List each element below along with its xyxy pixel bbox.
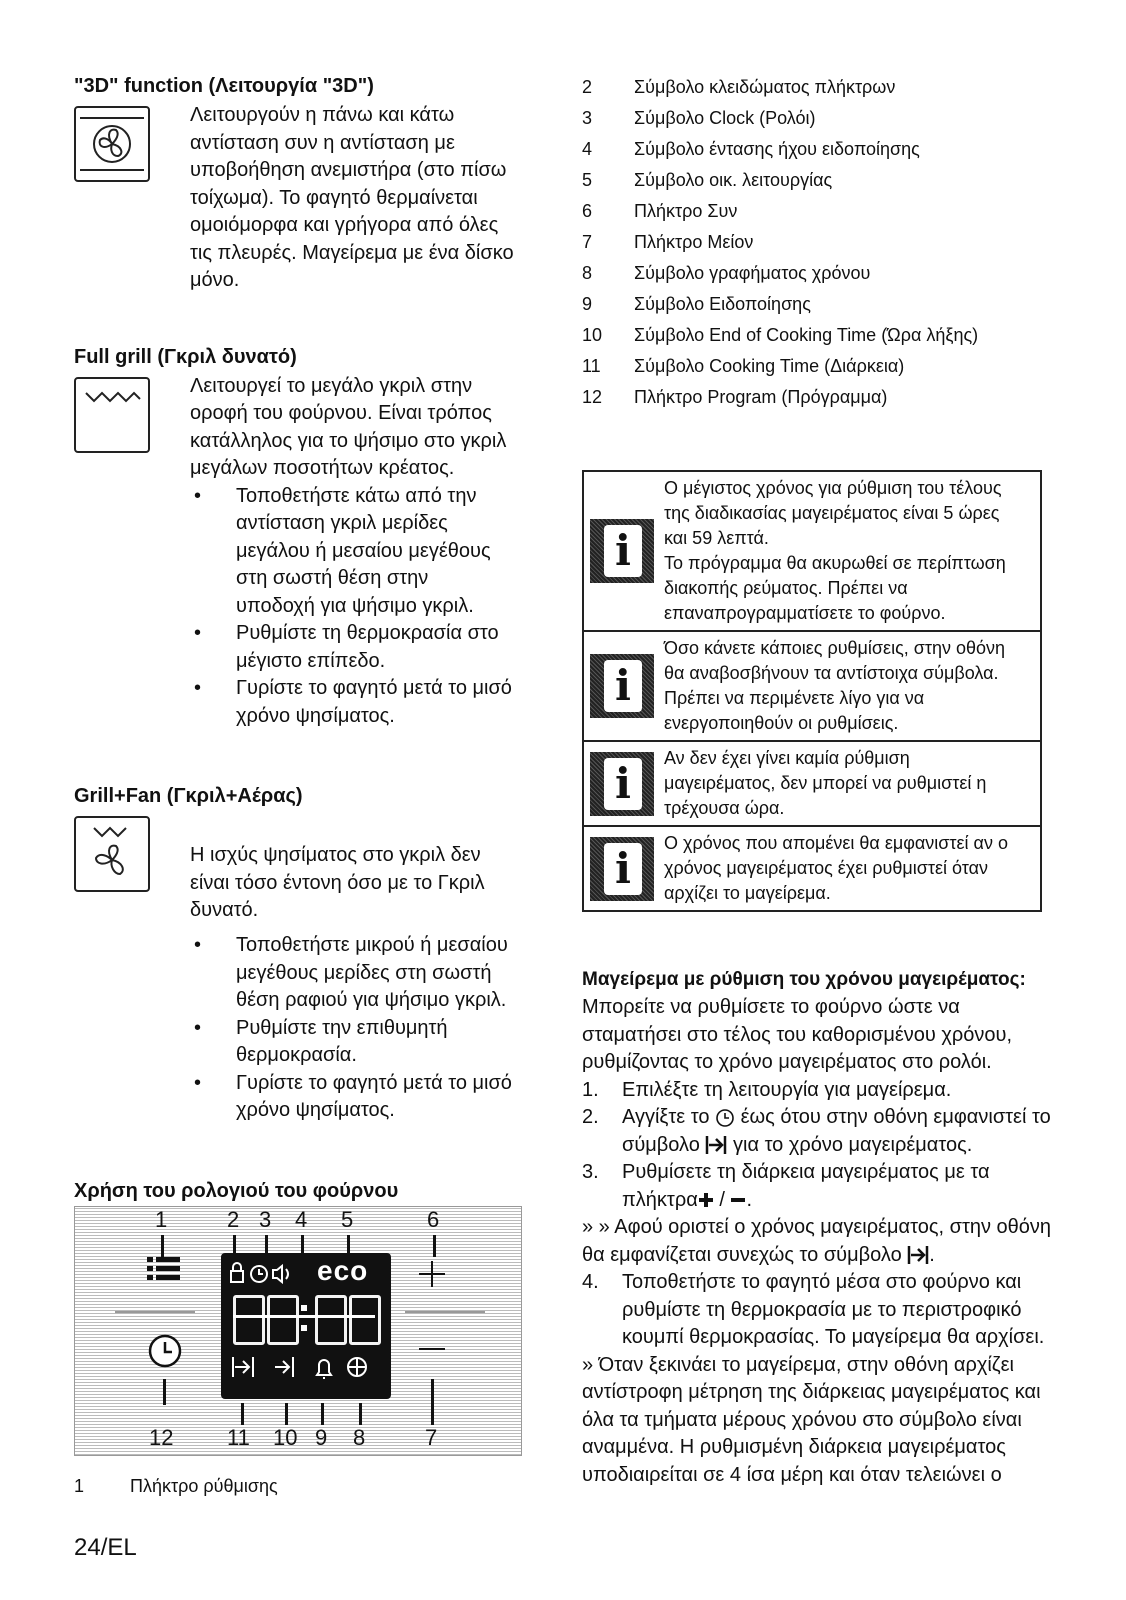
heading-3d-function: "3D" function (Λειτουργία "3D") <box>74 75 374 97</box>
eco-symbol: eco <box>317 1255 369 1286</box>
info-icon: i <box>590 519 654 583</box>
section-grill-fan: Grill+Fan (Γκριλ+Αέρας) Η ισχύς ψησίματος στο γκριλ δεν είναι τόσο έντονη όσο με το Γκριλ δυνατό. • Τοποθετήστε μικρού ή μεσαίου μεγέθους μερίδες στη σωστή θέση ραφιού για ψήσιμο γκριλ. • Ρυθμίστε την επιθυμητή θερμοκρασία. • Γυρίστε το φαγητό μετά το μισό χρόνο ψησίματος. <box>74 782 534 1125</box>
list-item: 3 Σύμβολο Clock (Ρολόι) <box>582 108 816 128</box>
list-item: 12 Πλήκτρο Program (Πρόγραμμα) <box>582 387 888 407</box>
info-note: i Ο χρόνος που απομένει θα εμφανιστεί αν ο χρόνος μαγειρέματος έχει ρυθμιστεί όταν αρχίζει το μαγείρεμα. <box>584 825 1040 910</box>
list-item: 2 Σύμβολο κλειδώματος πλήκτρων <box>582 77 896 97</box>
full-grill-icon <box>74 377 150 453</box>
info-icon: i <box>590 654 654 718</box>
result-1: » » Αφού οριστεί ο χρόνος μαγειρέματος, στην οθόνη <box>582 1216 1052 1238</box>
section-full-grill: Full grill (Γκριλ δυνατό) Λειτουργεί το μεγάλο γκριλ στην οροφή του φούρνου. Είναι τρόπος κατάλληλος για το ψήσιμο στο γκριλ μεγάλων ποσοτήτων κρέατος. • Τοποθετήστε κάτω από την αντίσταση γκριλ μερίδες μεγάλου ή μεσαίου μεγέθους στη σωστή θέση στην υποδοχή για ψήσιμο γκριλ. • Ρυθμίστε τη θερμοκρασία στο μέγιστο επίπεδο. • Γυρίστε το φαγητό μετά το μισό χρόνο ψησίματος. <box>74 343 534 731</box>
section-cooking-time: Μαγείρεμα με ρύθμιση του χρόνου μαγειρέματος: Μπορείτε να ρυθμίσετε το φούρνο ώστε να σταματήσει στο τέλος του καθορισμένου χρόνου, ρυθμίζοντας το χρόνο μαγειρέματος στο ρολόι. 1. Επιλέξτε τη λειτουργία για μαγείρεμα. 2. Αγγίξτε το έως ότου στην οθόνη εμφανιστεί το σύμβολο για το χρόνο μαγειρέματος. 3. Ρυθμίσετε τη διάρκεια μαγειρέματος με τα πλήκτρα / . » » Αφού οριστεί ο χρόνος μαγειρέματος, στην οθόνη θα εμφανίζεται συνεχώς το σύμβολο . 4. Τοποθετήστε το φαγητό μέσα στο φούρνο και ρυθμίστε τη θερμοκρασία με το περιστροφικό κουμπί θερμοκρασίας. Το μαγείρεμα θα αρχίσει. » Όταν ξεκινάει το μαγείρεμα, στην οθόνη αρχίζει αντίστροφη μέτρηση της διάρκειας μαγειρέματος και όλα τα τμήματα μέρους χρόνου στο σύμβολο είναι αναμμένα. Η ρυθμισμένη διάρκεια μαγειρέματος υποδιαιρείται σε 4 ίσα μέρη και όταν τελειώνει ο <box>582 966 1062 1489</box>
callout-8: 8 <box>353 1425 366 1450</box>
step-4: 4. Τοποθετήστε το φαγητό μέσα στο φούρνο και <box>582 1271 1022 1293</box>
clock-button-icon[interactable] <box>147 1333 183 1374</box>
plus-icon <box>698 1192 714 1208</box>
callout-1: 1 <box>155 1207 168 1232</box>
lock-icon <box>231 1263 243 1282</box>
list-item: • Ρυθμίστε τη θερμοκρασία στο μέγιστο επίπεδο. <box>190 620 534 675</box>
right-column <box>582 72 1062 413</box>
duration-icon <box>233 1357 253 1377</box>
list-item: • Γυρίστε το φαγητό μετά το μισό χρόνο ψησίματος. <box>190 675 534 730</box>
grill-fan-bullets <box>74 932 534 1125</box>
program-menu-icon[interactable] <box>147 1255 181 1288</box>
callout-7: 7 <box>425 1425 438 1450</box>
list-item: • Τοποθετήστε μικρού ή μεσαίου μεγέθους μερίδες στη σωστή θέση ραφιού για ψήσιμο γκριλ. <box>190 932 534 1015</box>
clock-panel-diagram <box>74 1206 522 1456</box>
callout-9: 9 <box>315 1425 328 1450</box>
callout-2: 2 <box>227 1207 240 1232</box>
time-graph-icon <box>348 1358 366 1376</box>
list-item: 4 Σύμβολο έντασης ήχου ειδοποίησης <box>582 139 920 159</box>
heading-grill-fan: Grill+Fan (Γκριλ+Αέρας) <box>74 785 303 807</box>
callout-10: 10 <box>273 1425 298 1450</box>
minus-icon <box>730 1192 746 1208</box>
info-note: i Όσο κάνετε κάποιες ρυθμίσεις, στην οθόνη θα αναβοσβήνουν τα αντίστοιχα σύμβολα. Πρέπει να περιμένετε λίγο για να ενεργοποιηθούν οι ρυθμίσεις. <box>584 630 1040 740</box>
step-2: 2. Αγγίξτε το έως ότου στην οθόνη εμφανιστεί το <box>582 1106 1051 1128</box>
heading-cooking-time: Μαγείρεμα με ρύθμιση του χρόνου μαγειρέματος: <box>582 969 1026 990</box>
duration-icon <box>705 1134 727 1156</box>
list-item: 8 Σύμβολο γραφήματος χρόνου <box>582 263 871 283</box>
page-number: 24/EL <box>74 1534 137 1561</box>
callout-6: 6 <box>427 1207 440 1232</box>
list-item: • Τοποθετήστε κάτω από την αντίσταση γκριλ μερίδες μεγάλου ή μεσαίου μεγέθους στη σωστή θέση στην υποδοχή για ψήσιμο γκριλ. <box>190 483 534 621</box>
step-1: 1. Επιλέξτε τη λειτουργία για μαγείρεμα. <box>582 1078 952 1101</box>
list-item: 5 Σύμβολο οικ. λειτουργίας <box>582 170 833 190</box>
key-item-1: 1 Πλήκτρο ρύθμισης <box>74 1476 278 1496</box>
fan-3d-icon <box>74 106 150 182</box>
info-note: i Ο μέγιστος χρόνος για ρύθμιση του τέλους της διαδικασίας μαγειρέματος είναι 5 ώρες και 59 λεπτά. Το πρόγραμμα θα ακυρωθεί σε περίπτωση διακοπής ρεύματος. Πρέπει να επαναπρογραμματίσετε το φούρνο. <box>584 472 1040 630</box>
list-item: 9 Σύμβολο Ειδοποίησης <box>582 294 811 314</box>
plus-button-icon[interactable] <box>417 1259 447 1294</box>
left-column <box>74 72 534 1205</box>
step-3: 3. Ρυθμίσετε τη διάρκεια μαγειρέματος με τα <box>582 1161 990 1183</box>
result-2: » Όταν ξεκινάει το μαγείρεμα, στην οθόνη αρχίζει αντίστροφη μέτρηση της διάρκειας μαγειρέματος και όλα τα τμήματα μέρους χρόνου στο σύμβολο είναι αναμμένα. Η ρυθμισμένη διάρκεια μαγειρέματος υποδιαιρείται σε 4 ίσα μέρη και όταν τελειώνει ο <box>582 1353 1041 1486</box>
alarm-bell-icon <box>317 1360 331 1379</box>
heading-oven-clock: Χρήση του ρολογιού του φούρνου <box>74 1179 399 1202</box>
section-3d-function: "3D" function (Λειτουργία "3D") Λειτουργούν η πάνω και κάτω αντίσταση συν η αντίσταση με υποβοήθηση ανεμιστήρα (στο πίσω τοίχωμα). Το φαγητό θερμαίνεται ομοιόμορφα και γρήγορα από όλες τις πλευρές. Μαγείρεμα με ένα δίσκο μόνο. <box>74 72 534 295</box>
lcd-display <box>221 1253 391 1399</box>
callout-11: 11 <box>227 1425 250 1450</box>
callout-12: 12 <box>149 1425 174 1450</box>
panel-key-list <box>582 72 1062 413</box>
full-grill-bullets <box>74 483 534 731</box>
info-notes-box <box>582 470 1042 912</box>
info-icon: i <box>590 837 654 901</box>
info-icon: i <box>590 752 654 816</box>
duration-icon <box>907 1244 929 1266</box>
list-item: • Γυρίστε το φαγητό μετά το μισό χρόνο ψησίματος. <box>190 1070 534 1125</box>
callout-4: 4 <box>295 1207 308 1232</box>
list-item: • Ρυθμίστε την επιθυμητή θερμοκρασία. <box>190 1015 534 1070</box>
grill-fan-icon <box>74 816 150 892</box>
list-item: 7 Πλήκτρο Μείον <box>582 232 754 252</box>
minus-button-icon[interactable] <box>417 1339 447 1364</box>
heading-full-grill: Full grill (Γκριλ δυνατό) <box>74 345 297 368</box>
list-item: 6 Πλήκτρο Συν <box>582 201 738 221</box>
list-item: 10 Σύμβολο End of Cooking Time (Ώρα λήξης) <box>582 325 979 345</box>
info-note: i Αν δεν έχει γίνει καμία ρύθμιση μαγειρέματος, δεν μπορεί να ρυθμιστεί η τρέχουσα ώρα. <box>584 740 1040 825</box>
clock-icon <box>715 1108 735 1128</box>
end-time-icon <box>275 1357 293 1377</box>
callout-5: 5 <box>341 1207 354 1232</box>
list-item: 11 Σύμβολο Cooking Time (Διάρκεια) <box>582 356 905 376</box>
clock-symbol-icon <box>251 1266 267 1282</box>
volume-icon <box>273 1266 288 1282</box>
callout-3: 3 <box>259 1207 272 1232</box>
